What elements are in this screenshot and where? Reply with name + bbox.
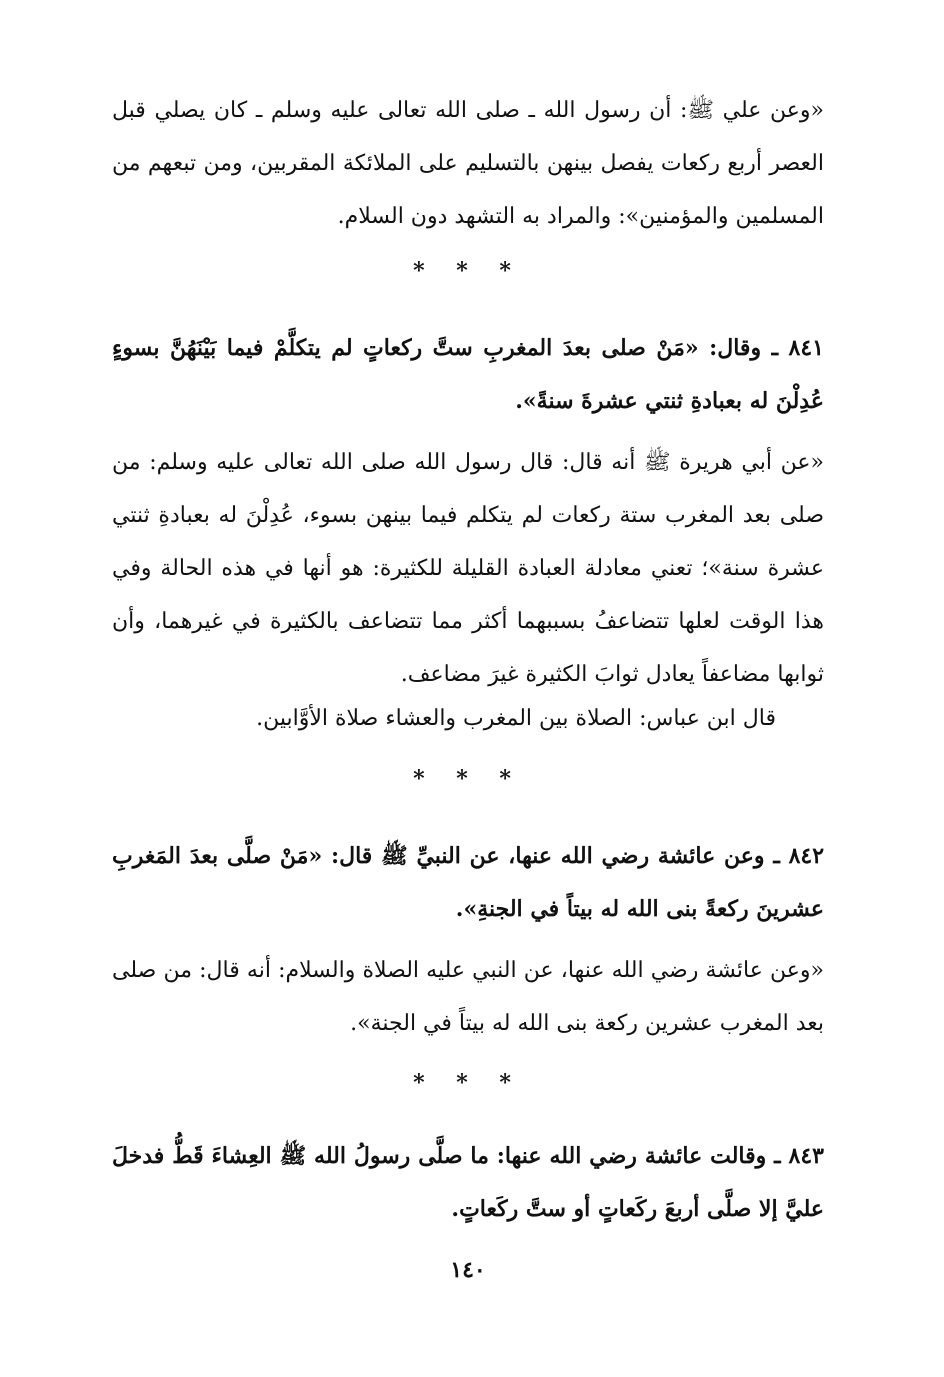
paragraph-text: ٨٤٣ ـ وقالت عائشة رضي الله عنها: ما صلَّى رسولُ الله ﷺ العِشاءَ قَطُّ فدخلَ عليَّ إلا صلَّى أربعَ ركَعاتٍ أو ستَّ ركَعاتٍ. xyxy=(112,1143,824,1222)
paragraph-hadith-843 xyxy=(112,1130,824,1236)
paragraph-text: «وعن عائشة رضي الله عنها، عن النبي عليه الصلاة والسلام: أنه قال: من صلى بعد المغرب عشرين ركعة بنى الله له بيتاً في الجنة». xyxy=(112,958,824,1036)
paragraph-text: ٨٤١ ـ وقال: «مَنْ صلى بعدَ المغربِ ستَّ ركعاتٍ لم يتكلَّمْ فيما بَيْنَهُنَّ بسوءٍ عُدِلْنَ له بعبادةِ ثنتي عشرةَ سنةً». xyxy=(112,335,824,414)
paragraph-commentary-841 xyxy=(112,436,824,701)
paragraph-hadith-841 xyxy=(112,322,824,428)
section-separator: * * * xyxy=(413,258,523,284)
paragraph-text: ٨٤٢ ـ وعن عائشة رضي الله عنها، عن النبيِّ ﷺ قال: «مَنْ صلَّى بعدَ المَغربِ عشرينَ ركعةً بنى الله له بيتاً في الجنةِ». xyxy=(112,843,825,922)
section-separator: * * * xyxy=(413,1070,523,1096)
paragraph-hadith-ali xyxy=(112,84,824,243)
paragraph-hadith-842 xyxy=(112,830,824,936)
section-separator: * * * xyxy=(413,766,523,792)
paragraph-text: «عن أبي هريرة ﷺ أنه قال: قال رسول الله صلى الله تعالى عليه وسلم: من صلى بعد المغرب ستة ركعات لم يتكلم فيما بينهن بسوء، عُدِلْنَ له بعبادةِ ثنتي عشرة سنة»؛ تعني معادلة العبادة القليلة للكثيرة: هو أنها في هذه الحالة وفي هذا الوقت لعلها تتضاعفُ بسببهما أكثر مما تتضاعف بالكثيرة في غيرهما، وأن ثوابها مضاعفاً يعادل ثوابَ الكثيرة غيرَ مضاعف. xyxy=(112,450,824,687)
page-number: ١٤٠ xyxy=(450,1257,486,1283)
paragraph-ibn-abbas xyxy=(112,692,824,745)
paragraph-commentary-842 xyxy=(112,944,824,1050)
paragraph-text: «وعن علي ﷺ: أن رسول الله ـ صلى الله تعالى عليه وسلم ـ كان يصلي قبل العصر أربع ركعات يفصل بينهن بالتسليم على الملائكة المقربين، ومن تبعهم من المسلمين والمؤمنين»: والمراد به التشهد دون السلام. xyxy=(112,98,824,229)
paragraph-text: قال ابن عباس: الصلاة بين المغرب والعشاء صلاة الأوَّابين. xyxy=(256,706,776,731)
